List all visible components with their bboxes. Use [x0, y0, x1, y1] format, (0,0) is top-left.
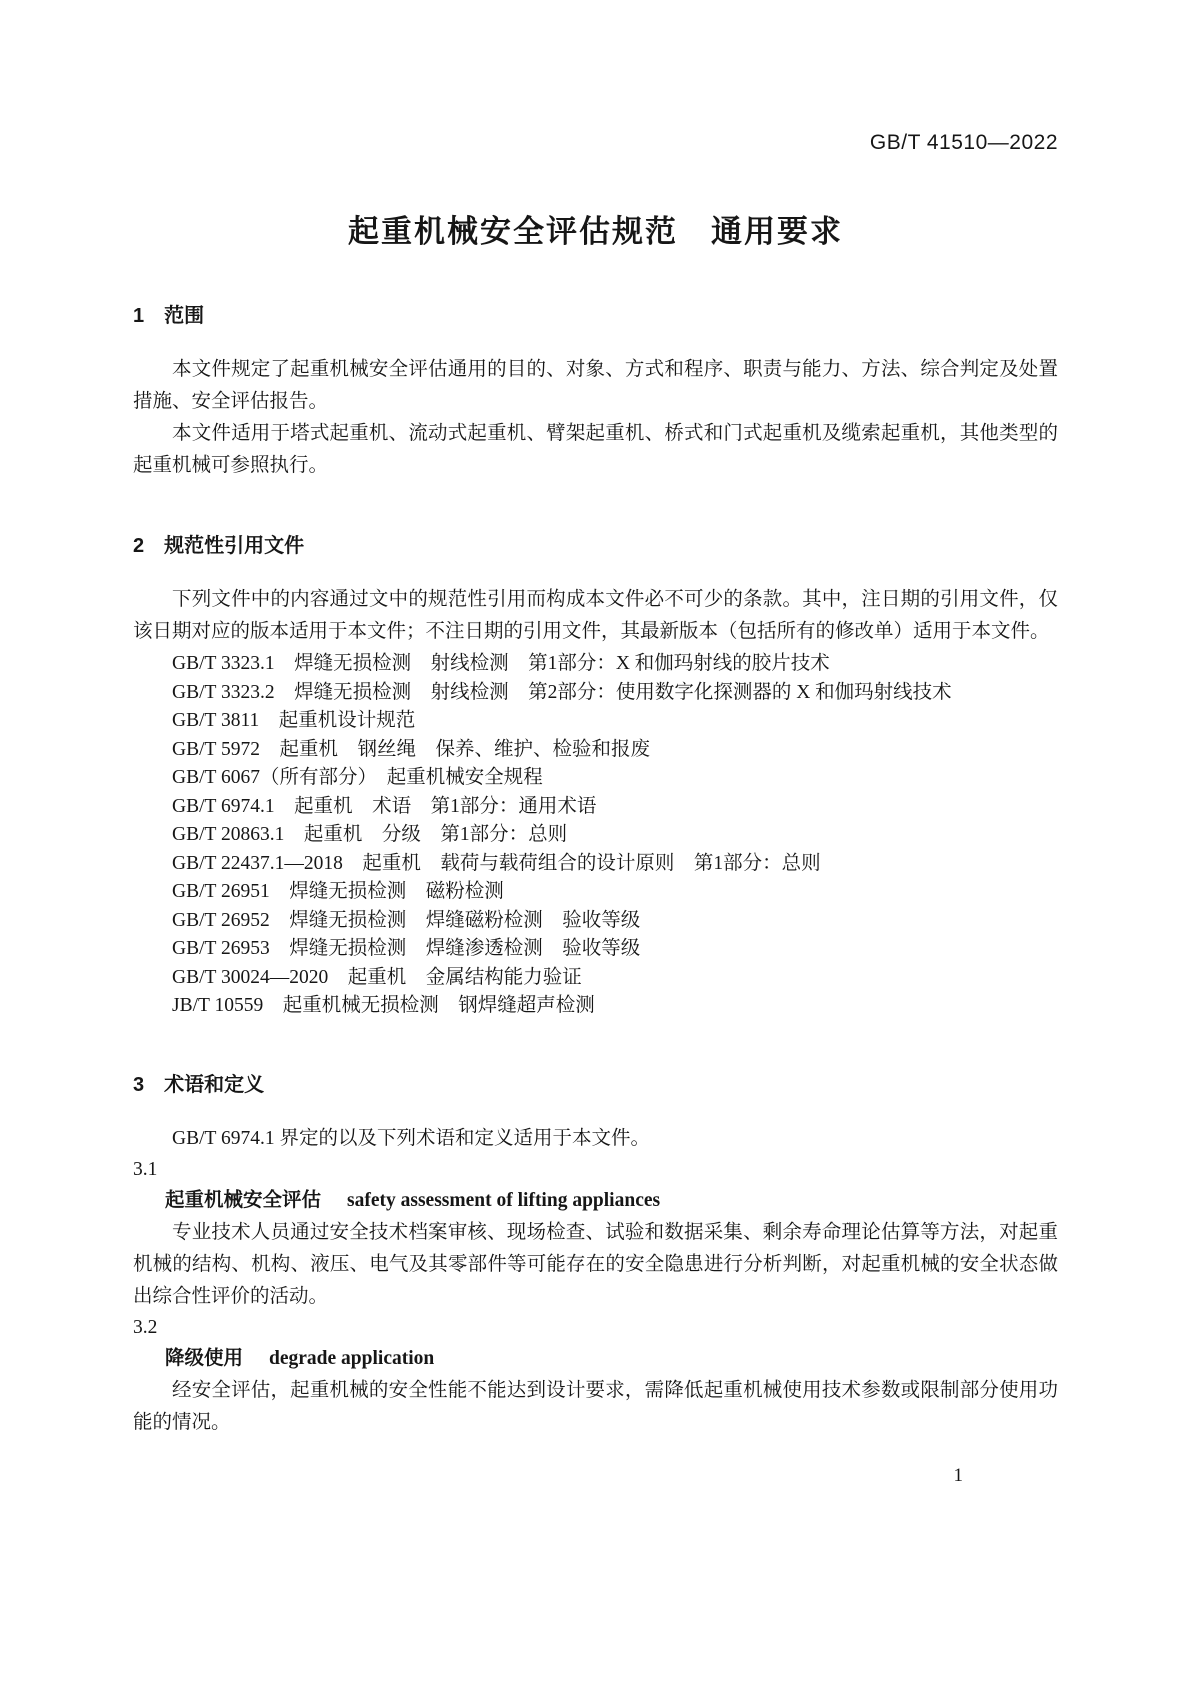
doc-number: GB/T 41510—2022	[869, 131, 1058, 154]
term-title-line	[165, 1185, 1058, 1217]
section3-heading: 3 术语和定义	[133, 1073, 265, 1096]
reference-item: GB/T 6067（所有部分） 起重机械安全规程	[172, 767, 543, 788]
term-definition: 专业技术人员通过安全技术档案审核、现场检查、试验和数据采集、剩余寿命理论估算等方法，对起重机械的结构、机构、液压、电气及其零部件等可能存在的安全隐患进行分析判断，对起重机械的安全状态做出综合性评价的活动。	[133, 1221, 1058, 1307]
term-chinese: 起重机械安全评估	[165, 1188, 322, 1211]
document-title: 起重机械安全评估规范 通用要求	[348, 214, 843, 249]
reference-item: GB/T 3811 起重机设计规范	[172, 710, 416, 731]
term-english: safety assessment of lifting appliances	[347, 1189, 661, 1211]
reference-item: GB/T 30024—2020 起重机 金属结构能力验证	[172, 966, 582, 988]
term-title-line	[165, 1343, 1058, 1375]
section3-paragraph-1: GB/T 6974.1 界定的以及下列术语和定义适用于本文件。	[172, 1127, 650, 1149]
section-terms-definitions	[133, 1071, 1058, 1439]
term-number: 3.1	[133, 1158, 158, 1180]
reference-item: GB/T 26951 焊缝无损检测 磁粉检测	[172, 881, 504, 902]
section2-heading: 2 规范性引用文件	[133, 535, 305, 557]
term-number: 3.2	[133, 1316, 158, 1338]
reference-item: GB/T 20863.1 起重机 分级 第1部分：总则	[172, 824, 568, 845]
term-chinese: 降级使用	[165, 1346, 244, 1369]
reference-item: GB/T 26952 焊缝无损检测 焊缝磁粉检测 验收等级	[172, 909, 641, 931]
reference-item: GB/T 3323.2 焊缝无损检测 射线检测 第2部分：使用数字化探测器的 X 和伽玛射线技术	[172, 681, 952, 703]
term-entry-3-2	[133, 1313, 1058, 1439]
section1-heading: 1 范围	[133, 305, 205, 327]
section-normative-references	[133, 532, 1058, 1021]
term-entry-3-1	[133, 1155, 1058, 1313]
reference-item: GB/T 6974.1 起重机 术语 第1部分：通用术语	[172, 795, 597, 817]
section1-paragraph-1: 本文件规定了起重机械安全评估通用的目的、对象、方式和程序、职责与能力、方法、综合判定及处置措施、安全评估报告。	[133, 359, 1058, 412]
reference-list	[133, 650, 1058, 1021]
page-number: 1	[953, 1465, 963, 1486]
section1-paragraph-2: 本文件适用于塔式起重机、流动式起重机、臂架起重机、桥式和门式起重机及缆索起重机，其他类型的起重机械可参照执行。	[133, 423, 1058, 476]
section2-paragraph-1: 下列文件中的内容通过文中的规范性引用而构成本文件必不可少的条款。其中，注日期的引用文件，仅该日期对应的版本适用于本文件；不注日期的引用文件，其最新版本（包括所有的修改单）适用于本文件。	[133, 589, 1058, 642]
term-definition: 经安全评估，起重机械的安全性能不能达到设计要求，需降低起重机械使用技术参数或限制部分使用功能的情况。	[133, 1379, 1058, 1433]
reference-item: GB/T 22437.1—2018 起重机 载荷与载荷组合的设计原则 第1部分：总则	[172, 852, 821, 874]
reference-item: JB/T 10559 起重机械无损检测 钢焊缝超声检测	[172, 995, 595, 1016]
reference-item: GB/T 26953 焊缝无损检测 焊缝渗透检测 验收等级	[172, 938, 641, 959]
section-scope	[133, 302, 1058, 482]
reference-item: GB/T 5972 起重机 钢丝绳 保养、维护、检验和报废	[172, 738, 650, 760]
term-english: degrade application	[269, 1347, 435, 1369]
reference-item: GB/T 3323.1 焊缝无损检测 射线检测 第1部分：X 和伽玛射线的胶片技术	[172, 653, 830, 674]
